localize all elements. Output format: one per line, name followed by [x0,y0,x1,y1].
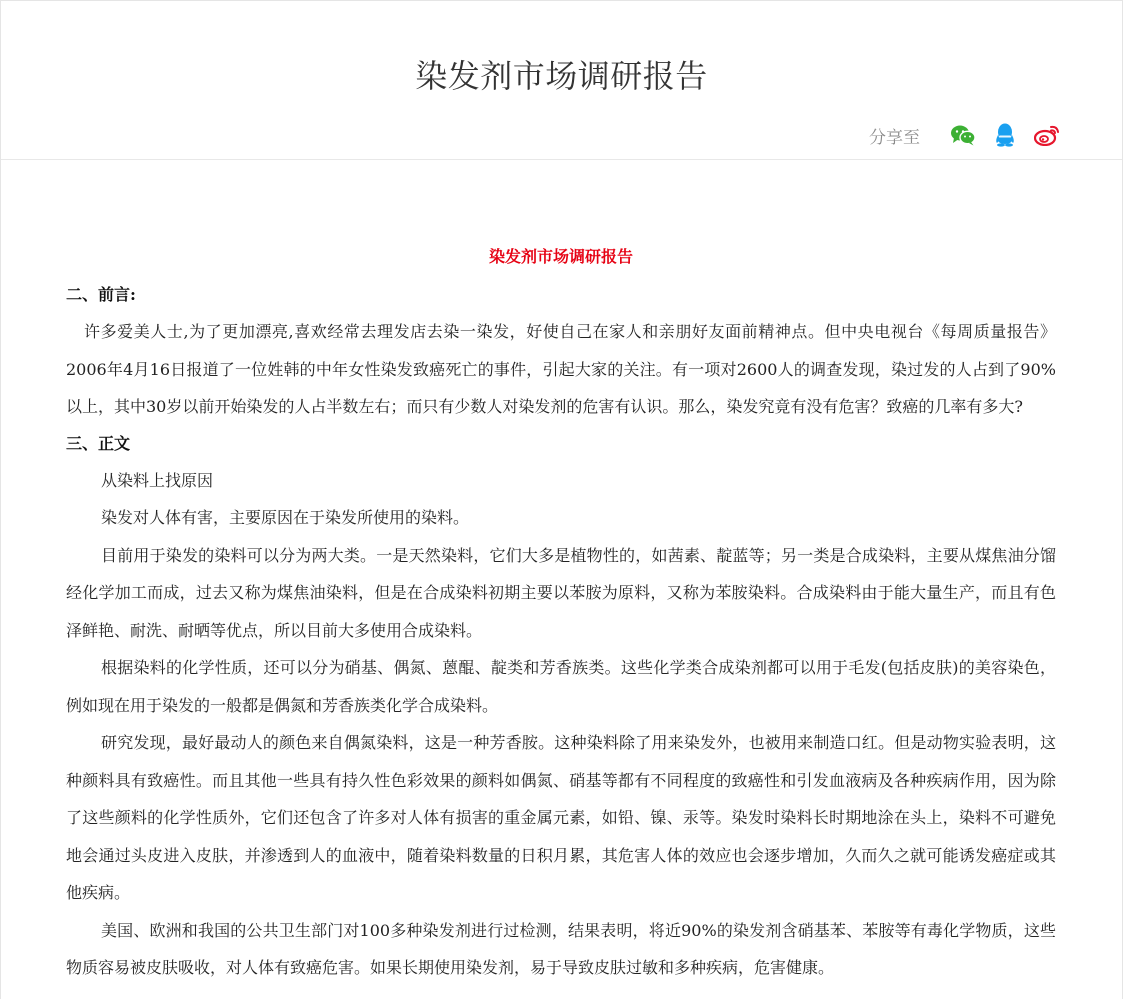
weibo-icon[interactable] [1034,122,1060,148]
page-header [1,1,1122,160]
body-paragraph: 染发对人体有害，主要原因在于染发所使用的染料。 [101,508,470,527]
intro-paragraph: 许多爱美人士,为了更加漂亮,喜欢经常去理发店去染一染发，好使自己在家人和亲朋好友面前精神点。但中央电视台《每周质量报告》2006年4月16日报道了一位姓韩的中年女性染发致癌死亡的事件，引起大家的关注。有一项对2600人的调查发现，染过发的人占到了90%以上，其中30岁以前开始染发的人占半数左右；而只有少数人对染发剂的危害有认识。那么，染发究竟有没有危害？致癌的几率有多大? [66,322,1056,416]
body-paragraph: 目前用于染发的染料可以分为两大类。一是天然染料，它们大多是植物性的，如茜素、靛蓝等；另一类是合成染料，主要从煤焦油分馏经化学加工而成，过去又称为煤焦油染料，但是在合成染料初期主要以苯胺为原料，又称为苯胺染料。合成染料由于能大量生产，而且有色泽鲜艳、耐洗、耐晒等优点，所以目前大多使用合成染料。 [66,545,1056,640]
body-paragraph: 研究发现，最好最动人的颜色来自偶氮染料，这是一种芳香胺。这种染料除了用来染发外，也被用来制造口红。但是动物实验表明，这种颜料具有致癌性。而且其他一些具有持久性色彩效果的颜料如偶氮、硝基等都有不同程度的致癌性和引发血液病及各种疾病作用，因为除了这些颜料的化学性质外，它们还包含了许多对人体有损害的重金属元素，如铅、镍、汞等。染发时染料长时期地涂在头上，染料不可避免地会通过头皮进入皮肤，并渗透到人的血液中，随着染料数量的日积月累，其危害人体的效应也会逐步增加，久而久之就可能诱发癌症或其他疾病。 [66,733,1056,902]
wechat-icon[interactable] [950,122,976,148]
document-body [66,241,1056,987]
share-label: 分享至 [869,127,920,148]
body-paragraph: 美国、欧洲和我国的公共卫生部门对100多种染发剂进行过检测，结果表明，将近90%的染发剂含硝基苯、苯胺等有毒化学物质，这些物质容易被皮肤吸收，对人体有致癌危害。如果长期使用染发剂，易于导致皮肤过敏和多种疾病，危害健康。 [66,920,1056,977]
section-heading-body: 三、正文 [66,433,131,453]
document-title: 染发剂市场调研报告 [488,247,633,266]
page-title: 染发剂市场调研报告 [415,57,708,95]
section-heading-preface: 二、前言: [66,285,136,304]
share-bar [869,121,1060,149]
body-paragraph: 根据染料的化学性质，还可以分为硝基、偶氮、蒽醌、靛类和芳香族类。这些化学类合成染剂都可以用于毛发(包括皮肤)的美容染色，例如现在用于染发的一般都是偶氮和芳香族类化学合成染料。 [66,658,1056,715]
qq-icon[interactable] [992,122,1018,148]
body-paragraph: 从染料上找原因 [101,470,214,490]
